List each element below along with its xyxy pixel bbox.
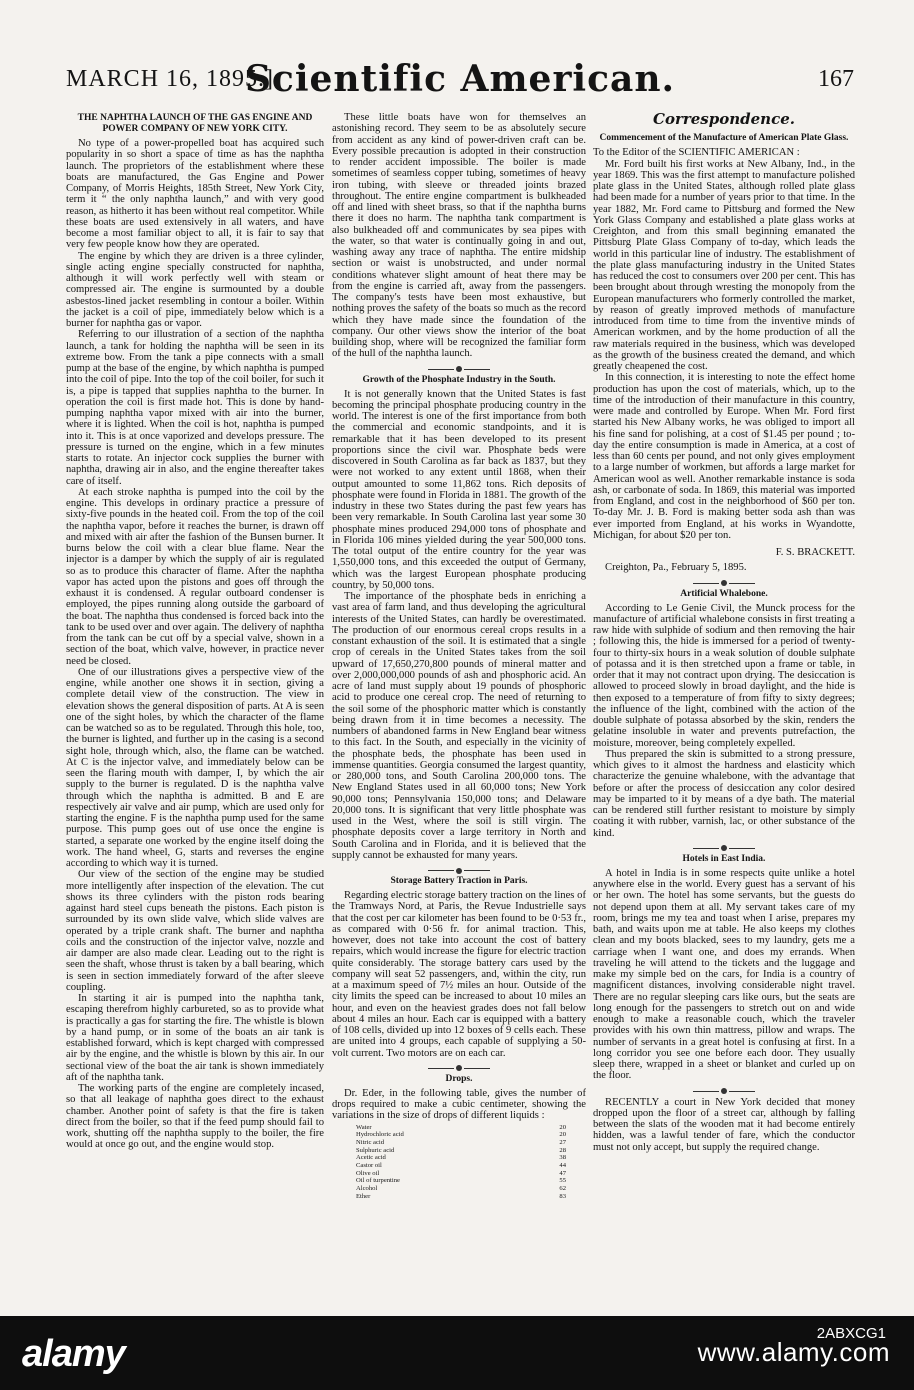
masthead-title: Scientific American. xyxy=(244,58,676,100)
paragraph: These little boats have won for themselves an astonishing record. They seem to be as absolutely secure from accident as any kind of power-driven craft can be. Every possible precaution is adopted in their construction to render accident impossible. The boiler is made sometimes of seamless copper tubing, sometimes of heavy iron tubing, with sleeve or threaded joints brazed throughout. The entire engine compartment is bulkheaded off and lined with sheet brass, so that if the naphtha burns there it does no harm. The naphtha tank compartment is also bulkheaded off and communicates by sea pipes with the water, so that water is continually going in and out, washing away any trace of naphtha. The entire midship section or waist is unobstructed, and under normal conditions whatever slight amount of heat there may be from the engine is carried aft, away from the passengers. The company's tests have been most exhaustive, but nothing proves the safety of the boats so much as the record which they have made since the foundation of the company. Our other views show the interior of the boat building shop, where will be recognized the familiar form of the hull of the naphtha launch. xyxy=(332,112,586,360)
paragraph: Referring to our illustration of a section of the naphtha launch, a tank for holding the naphtha will be seen in its extreme bow. From the tank a pipe connects with a small pump at the base of the engine, by which naphtha is pumped into the coil of pipe. Into the top of the coil boiler, for such it is, a pipe is tapped that supplies naphtha to the burner. In operation the coil is first made hot. This is done by hand-pumping naphtha vapor mixed with air into the burner, where it is lighted. When the coil is hot, naphtha is pumped into it. This is at once vaporized and develops pressure. The pressure is turned on the engine, which in a few minutes starts to rotate. An injector cock supplies the burner with naphtha, drawing air in also, and the engine thereafter takes care of itself. xyxy=(66,329,324,487)
section-divider xyxy=(332,865,586,873)
paragraph: At each stroke naphtha is pumped into the coil by the engine. This develops in ordinary practice a pressure of sixty-five pounds in the heated coil. From the top of the coil the naphtha vapor, before it reaches the burner, is drawn off and mixed with air after the fashion of the Bunsen burner. It burns below the coil with a clear blue flame. Near the injector is a damper by which the supply of air is regulated so as to produce this character of flame. After the naphtha vapor has acted upon the pistons and goes off through the exhaust it is condensed. A regular outboard condenser is employed, the pipes running along outside the garboard of the boat. The naphtha thus condensed is forced back into the tank to be used over and over again. The delivery of naphtha from the tank can be cut off by a special valve, shown in a section of the boat, which valve, however, in practice never need be closed. xyxy=(66,486,324,667)
paragraph: Mr. Ford built his first works at New Albany, Ind., in the year 1869. This was the first attempt to manufacture polished plate glass in the United States, although rolled plate glass had been made for a number of years prior to that time. In the year 1882, Mr. Ford came to Pittsburg and formed the New York Glass Company and established a plate glass works at Creighton, and from this small beginning emanated the Pittsburg Plate Glass Company of to-day, which leads the world in this particular line of industry. The establishment of the plate glass manufacturing industry in the United States has reduced the cost to consumers over 200 per cent. This has been brought about through wresting the monopoly from the European manufacturers who formerly controlled the market, by reason of greatly improved methods of manufacture introduced from time to time from the inventive minds of American workmen, and by the home production of all the raw materials required in the business, which was developed as the growth of the business created the demand, and which greatly cheapened the cost. xyxy=(593,158,855,372)
table-row: Sulphuric acid 28 xyxy=(356,1146,566,1154)
paragraph: Our view of the section of the engine may be studied more intelligently after inspection of the elevation. The cut shows its three cylinders with the piston rods bearing against hard steel cups beneath the pistons. Each piston is surrounded by its own slide valve, which slide valves are operated by a triple crank shaft. The burner and naphtha coils and the construction of the injector valve, nozzle and air damper are also made clear. Leading out to the right is seen the shaft, whose thrust is taken by a ball bearing, which is seen in section immediately forward of the after sleeve coupling. xyxy=(66,869,324,993)
article-title-battery: Storage Battery Traction in Paris. xyxy=(390,876,528,886)
paragraph: Thus prepared the skin is submitted to a strong pressure, which gives to it almost the hardness and elasticity which characterize the genuine whalebone, with the advantage that before or after the process of desiccation any color desired may be imparted to it by means of a dye bath. The material can be rendered still further resistant to moisture by simply coating it with rubber, varnish, lac, or other substance of the kind. xyxy=(593,748,855,839)
paragraph: No type of a power-propelled boat has acquired such popularity in so short a space of time as has the naphtha launch. The proprietors of the establishment where these boats are manufactured, the Gas Engine and Power Company, of Morris Heights, 185th Street, New York City, term it “ the only naphtha launch,” and with very good reason, as hitherto it has been without real competitor. While these boats are used extensively in all waters, and have become a most familiar object to all, it is fair to say that very few people know how they are operated. xyxy=(66,138,324,251)
paragraph: RECENTLY a court in New York decided that money dropped upon the floor of a street car, although by falling between the slats of the wooden mat it had become entirely hidden, was a lawful tender of fare, which the conductor must not only accept, but supply the required change. xyxy=(593,1096,855,1153)
table-row: Olive oil 47 xyxy=(356,1169,566,1177)
section-divider xyxy=(593,1086,855,1094)
article-title-naphtha: THE NAPHTHA LAUNCH OF THE GAS ENGINE AND POWER COMPANY OF NEW YORK CITY. xyxy=(77,113,313,134)
paragraph: A hotel in India is in some respects quite unlike a hotel anywhere else in the world. Every guest has a servant of his or her own. The hotel has some servants, but the guests do not depend upon them at all. My servant takes care of my room, brings me my tea and toast when I arise, prepares my bath, and waits upon me at table. He also keeps my clothes clean and my boots blacked, sees to my laundry, gets me a carriage when I want one, and does my errands. When traveling he will attend to the tickets and the luggage and make my simple bed on the cars, for India is a country of magnificent distances, involving considerable night travel. There are no regular sleeping cars like ours, but the seats are long enough for the passengers to stretch out on and wide enough to make a reasonable couch, which the traveler provides with his own thin mattress, pillow and wraps. The number of servants in a great hotel is confusing at first. In a long corridor you see one before each door. They usually sleep there, wrapped in a sheet or blanket and curled up on the floor. xyxy=(593,867,855,1082)
article-title-whalebone: Artificial Whalebone. xyxy=(680,588,768,599)
table-row: Oil of turpentine 55 xyxy=(356,1177,566,1185)
paragraph: Regarding electric storage battery traction on the lines of the Tramways Nord, at Paris, the Revue Industrielle says that the cost per car kilometer has been found to be 0·53 fr., as compared with 0·56 fr. for animal traction. This, however, does not take into account the cost of battery repairs, which would increase the figure for electric traction quite considerably. The storage battery cars used by the company will seat 52 passengers, and, within the city, run at a maximum speed of 7½ miles an hour. Outside of the city limits the speed can be increased to about 10 miles an hour, and even on the heaviest grades does not fall below about 4 miles an hour. Each car is equipped with a battery of 108 cells, divided up into 12 boxes of 9 cells each. These are united into 4 groups, each capable of supplying a 50-volt current. Two motors are on each car. xyxy=(332,890,586,1059)
watermark-url: www.alamy.com xyxy=(697,1337,890,1367)
paragraph: In this connection, it is interesting to note the effect home production has upon the cost of materials, which, up to the time of the introduction of their manufacture in this country, were made and controlled by Europe. When Mr. Ford first started his New Albany works, he was obliged to import all his fine sand for polishing, at a cost of $1.45 per pound ; to-day the entire consumption is made in America, at a cost of less than 60 cents per pound, and not only gives employment to a large number of workmen, but affords a large market for American wool as well. Another remarkable instance is soda ash, or carbonate of soda. In 1869, this material was imported from England, and cost in the neighborhood of $60 per ton. To-day Mr. J. B. Ford is making better soda ash than was ever imported from England, at his works in Wyandotte, Michigan, for about $20 per ton. xyxy=(593,372,855,541)
stock-watermark-bar xyxy=(0,1316,914,1390)
article-title-drops: Drops. xyxy=(445,1073,473,1084)
letter-signature: F. S. BRACKETT. xyxy=(775,547,855,558)
paragraph: According to Le Genie Civil, the Munck process for the manufacture of artificial whalebone consists in first treating a raw hide with sulphide of sodium and then removing the hair ; following this, the hide is immersed for a period of twenty-four to thirty-six hours in a weak solution of double sulphate of potassa and it is then stretched upon a frame or table, in order that it may not contract upon drying. The desiccation is allowed to proceed slowly in broad daylight, and the hide is then exposed to a temperature of from fifty to sixty degrees; the influence of the light, combined with the action of the double sulphate of potassa absorbed by the skin, renders the gelatine insoluble in water and prevents putrefaction, the moisture, moreover, being completely expelled. xyxy=(593,602,855,749)
paragraph: The working parts of the engine are completely incased, so that all leakage of naphtha goes direct to the exhaust chamber. Another point of safety is that the fire is taken direct from the boiler, so that if the feed pump should fail to work, shutting off the naphtha supply to the boiler, the fire would at once go out, and the engine would stop. xyxy=(66,1083,324,1151)
table-row: Hydrochloric acid 20 xyxy=(356,1131,566,1139)
column-2 xyxy=(332,112,586,1316)
section-divider xyxy=(593,843,855,851)
salutation: To the Editor of the SCIENTIFIC AMERICAN : xyxy=(593,147,800,159)
section-divider xyxy=(593,578,855,586)
table-row: Acetic acid 38 xyxy=(356,1154,566,1162)
paragraph: Dr. Eder, in the following table, gives the number of drops required to make a cubic centimeter, showing the variations in the size of drops of different liquids : xyxy=(332,1087,586,1122)
drops-table xyxy=(356,1124,586,1201)
paragraph: It is not generally known that the United States is fast becoming the principal phosphate producing country in the world. The interest is one of the first importance from both the commercial and economic standpoints, and it is remarkable that it has been developed to its present proportions since the civil war. Phosphate beds were discovered in South Carolina as far back as 1837, but they were not worked to any extent until 1868, when their output amounted to some 11,862 tons. Rich deposits of phosphate were found in Florida in 1881. The growth of the industry in these two States during the past few years has been very remarkable. In South Carolina last year some 30 phosphate mines produced 294,000 tons of phosphate and in Florida 106 mines yielded during the year 500,000 tons. The total output of the entire country for the year was 1,550,000 tons, and this exceeded the output of Germany, which was the largest European phosphate producing country, by 50,000 tons. xyxy=(332,388,586,591)
section-divider xyxy=(332,364,586,372)
paragraph: One of our illustrations gives a perspective view of the engine, while another one shows it in section, giving a complete detail view of the construction. The view in elevation shows the general disposition of parts. At A is seen one of the sight holes, by which the character of the flame can be watched so as to be regulated. Through this hole, too, the burner is lighted, and further up in the casing is a second sight hole, through which, also, the flame can be watched. At C is the injector valve, and immediately below can be seen the flaring mouth with damper, I, by which the air supply to the burner is regulated. D is the naphtha valve through which the naphtha is admitted. B and E are respectively air valve and air pump, which are used only for starting the engine. F is the naphtha pump used for the same purpose. This pump goes out of use once the engine is started, a separate one worked by the engine itself doing the work. The hand wheel, G, starts and reverses the engine according to which way it is turned. xyxy=(66,666,324,869)
page-number: 167 xyxy=(818,66,854,92)
table-row: Ether 83 xyxy=(356,1192,566,1200)
page-header xyxy=(66,58,854,108)
table-row: Castor oil 44 xyxy=(356,1162,566,1170)
alamy-logo: alamy xyxy=(22,1333,125,1375)
table-row: Water 20 xyxy=(356,1123,566,1131)
letter-dateline: Creighton, Pa., February 5, 1895. xyxy=(605,562,747,574)
section-divider xyxy=(332,1063,586,1071)
article-title-phosphate: Growth of the Phosphate Industry in the South. xyxy=(362,374,556,385)
issue-date: MARCH 16, 1895.] xyxy=(66,66,275,92)
table-row: Nitric acid 27 xyxy=(356,1138,566,1146)
article-title-hotels: Hotels in East India. xyxy=(682,853,766,864)
section-title-correspondence: Correspondence. xyxy=(653,112,795,128)
column-3 xyxy=(593,112,855,1316)
column-1 xyxy=(66,112,324,1316)
image-id: 2ABXCG1 xyxy=(816,1325,886,1342)
paragraph: In starting it air is pumped into the naphtha tank, escaping therefrom highly carbureted, so as to provide what is practically a gas for starting the fire. The whistle is blown by a hand pump, or in some of the boats an air tank is established forward, which is kept charged with compressed air by the engine, and the whistle is blown by this air. In our sectional view of the boat the air tank is shown immediately aft of the naphtha tank. xyxy=(66,993,324,1083)
paragraph: The engine by which they are driven is a three cylinder, single acting engine specially constructed for naphtha, although it will work perfectly well with steam or compressed air. The engine is surmounted by a double asbestos-lined jacket resembling in contour a boiler. Within the jacket is a coil of pipe, immediately below which is a burner for naphtha gas or vapor. xyxy=(66,250,324,329)
paragraph: The importance of the phosphate beds in enriching a vast area of farm land, and thus developing the agricultural interests of the United States, can hardly be overestimated. The production of our enormous cereal crops results in a constant exhaustion of the soil. It is estimated that a single crop of cereals in the United States takes from the soil upward of 17,650,270,800 pounds of mineral matter and over 2,000,000,000 pounds of ash and phosphoric acid. An acre of land must supply about 19 pounds of phosphoric acid to produce one cereal crop. The need of returning to the soil some of the phosphoric matter which is constantly being drawn from it in time becomes a necessity. The numbers of abandoned farms in New England bear witness to this fact. In the South, and especially in the vicinity of the phosphate beds, the phosphate has been used in immense quantities. Georgia consumed the largest quantity, or 280,000 tons, and South Carolina 200,000 tons. The New England States used in all 60,000 tons; New York 90,000 tons; Pennsylvania 150,000 tons; and Delaware 20,000 tons. It is significant that very little phosphate was used in the West, where the soil is still virgin. The phosphate deposits cover a large territory in North and South Carolina and in Florida, and it is believed that the supply cannot be exhausted for many years. xyxy=(332,591,586,861)
table-row: Alcohol 62 xyxy=(356,1185,566,1193)
article-title-plate-glass: Commencement of the Manufacture of American Plate Glass. xyxy=(599,133,849,144)
